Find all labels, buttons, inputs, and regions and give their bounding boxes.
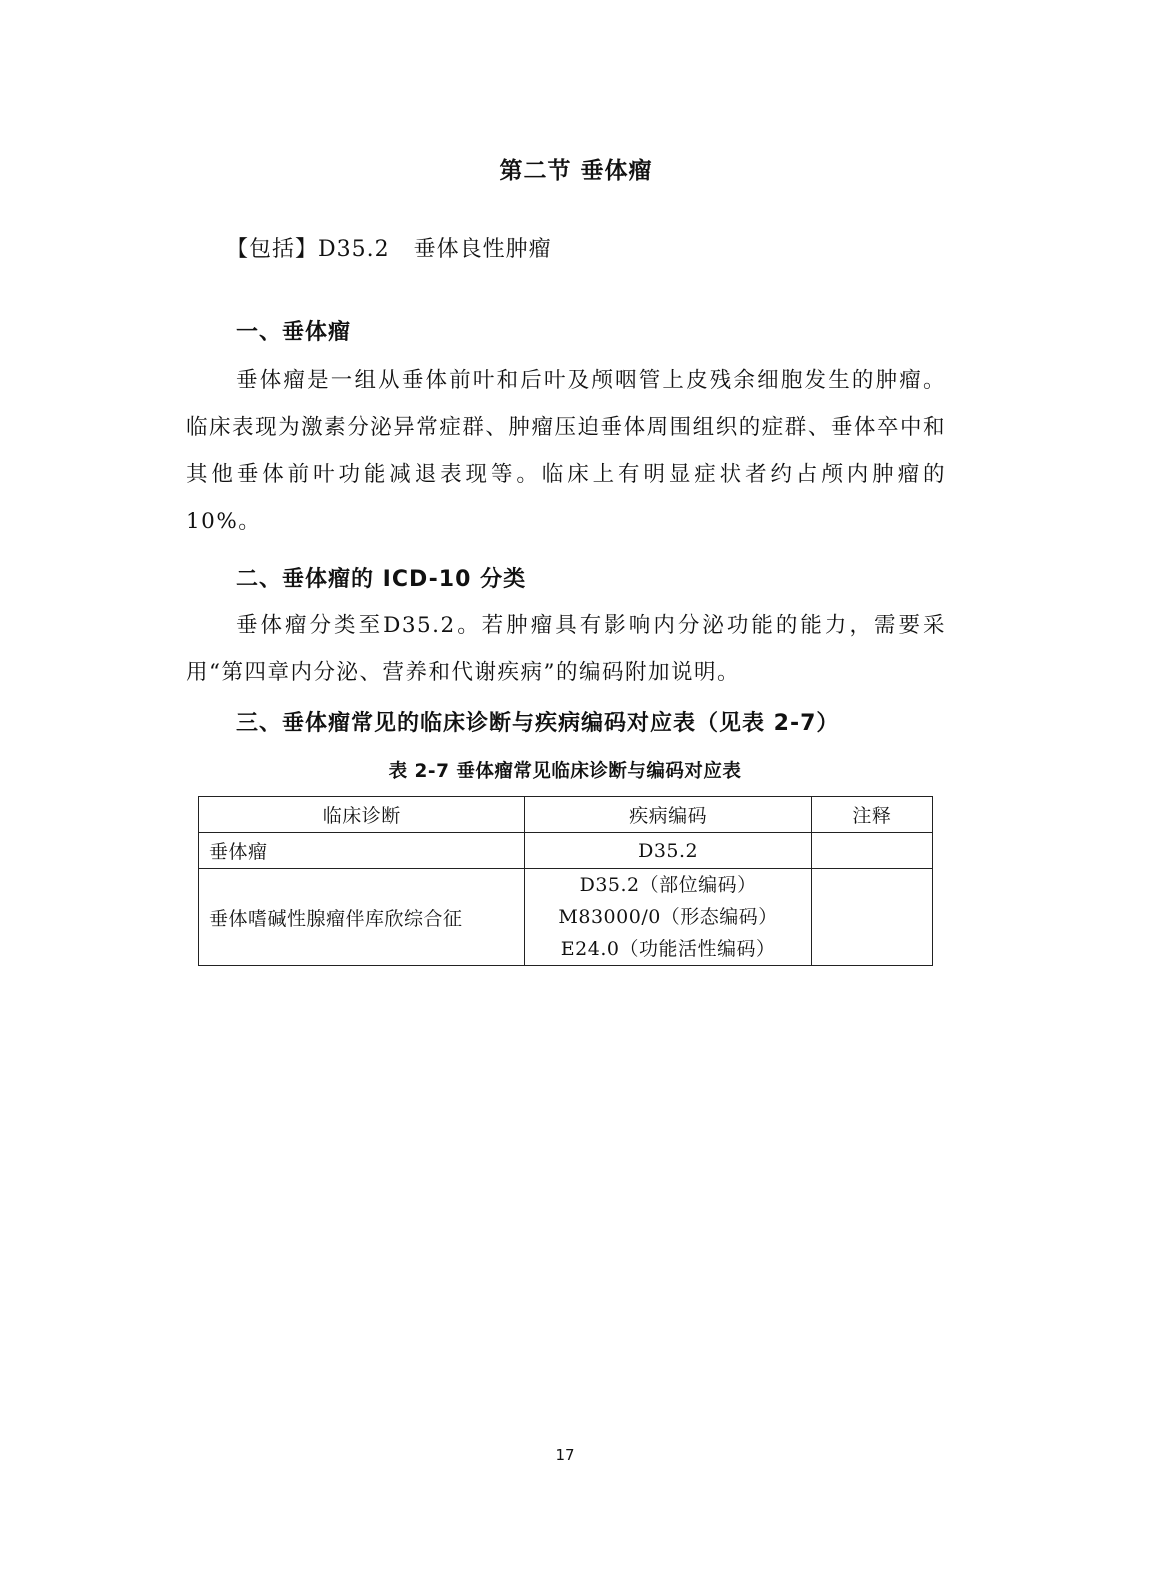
include-name: 垂体良性肿瘤	[413, 237, 552, 262]
include-label: 【包括】	[226, 237, 319, 262]
paragraph-2: 垂体瘤分类至D35.2。若肿瘤具有影响内分泌功能的能力，需要采用“第四章内分泌、营养和代谢疾病”的编码附加说明。	[186, 613, 946, 685]
table-header-row	[199, 797, 933, 833]
header-code: 疾病编码	[525, 797, 811, 833]
paragraph-1: 垂体瘤是一组从垂体前叶和后叶及颅咽管上皮残余细胞发生的肿瘤。临床表现为激素分泌异常症群、肿瘤压迫垂体周围组织的症群、垂体卒中和其他垂体前叶功能减退表现等。临床上有明显症状者约占颅内肿瘤的 10%。	[186, 368, 946, 534]
cell-diagnosis: 垂体嗜碱性腺瘤伴库欣综合征	[199, 869, 525, 966]
heading-3: 三、垂体瘤常见的临床诊断与疾病编码对应表（见表 2-7）	[236, 711, 840, 736]
section-title: 第二节 垂体瘤	[499, 158, 653, 184]
cell-note	[811, 833, 932, 869]
page-number: 17	[555, 1446, 575, 1464]
heading-1: 一、垂体瘤	[236, 320, 352, 345]
header-note: 注释	[811, 797, 932, 833]
cell-code	[525, 833, 811, 869]
include-code: D35.2	[318, 237, 390, 262]
table-caption: 表 2-7 垂体瘤常见临床诊断与编码对应表	[388, 761, 742, 782]
table-row	[199, 833, 933, 869]
code-line: M83000/0（形态编码）	[558, 906, 778, 928]
cell-diagnosis: 垂体瘤	[199, 833, 525, 869]
table-row	[199, 869, 933, 966]
cell-code	[525, 869, 811, 966]
code-line: E24.0（功能活性编码）	[560, 938, 776, 960]
code-line: D35.2（部位编码）	[579, 874, 757, 896]
diagnosis-code-table	[198, 796, 933, 966]
include-line	[226, 232, 552, 263]
code-line: D35.2	[638, 839, 699, 862]
header-diagnosis: 临床诊断	[199, 797, 525, 833]
heading-2: 二、垂体瘤的 ICD-10 分类	[236, 567, 527, 592]
cell-note	[811, 869, 932, 966]
